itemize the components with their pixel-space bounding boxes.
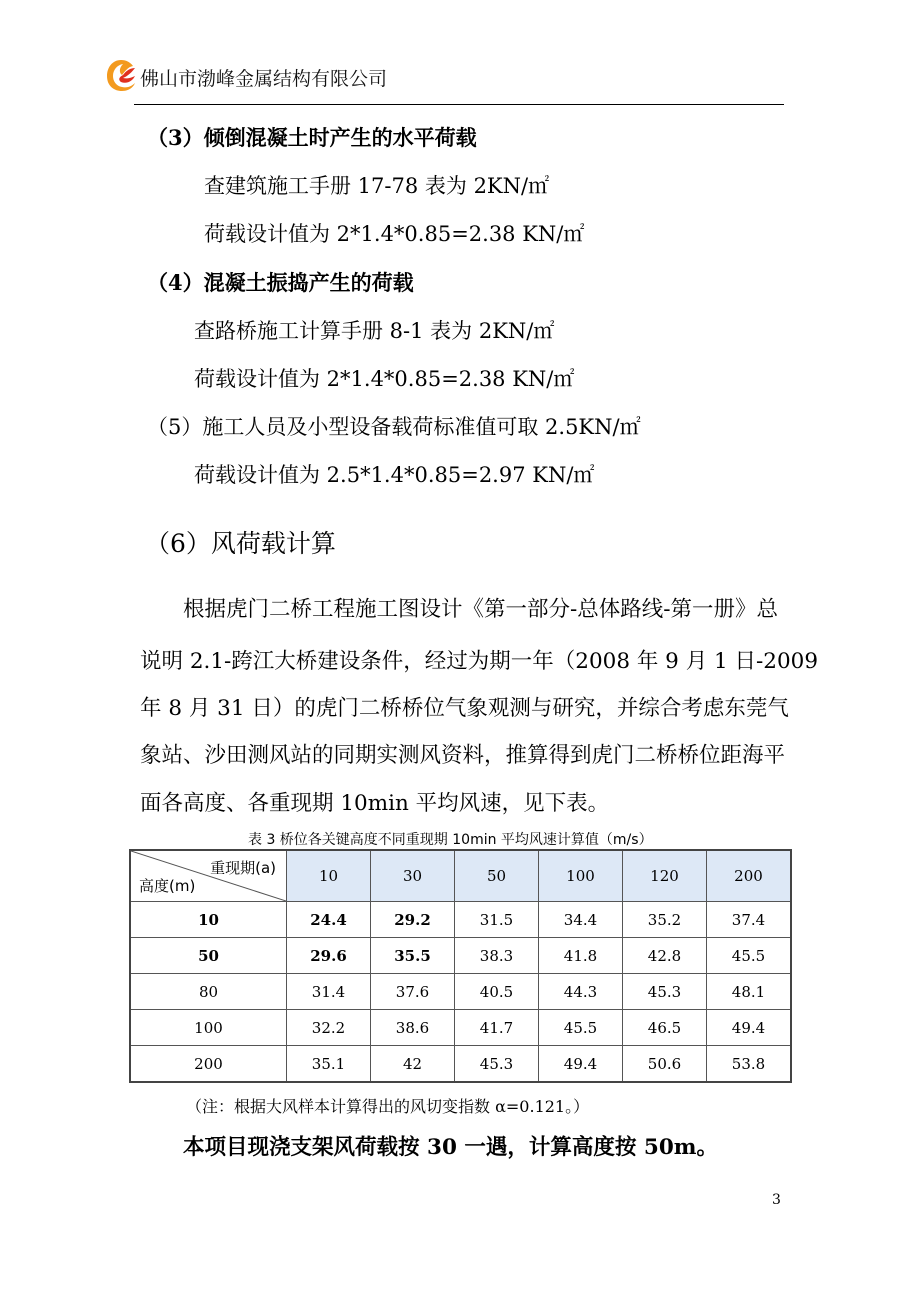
table-cell: 41.7 [455,1010,539,1046]
section-3-title: （3）倾倒混凝土时产生的水平荷载 [147,125,477,150]
table-cell: 48.1 [707,974,792,1010]
company-name: 佛山市渤峰金属结构有限公司 [140,68,388,90]
column-header: 100 [539,850,623,902]
row-height-label: 200 [130,1046,287,1083]
table-cell: 29.6 [287,938,371,974]
section-4-title: （4）混凝土振捣产生的荷载 [147,270,414,295]
row-height-label: 50 [130,938,287,974]
section-5-line-1: 荷载设计值为 2.5*1.4*0.85=2.97 KN/㎡ [194,463,595,487]
column-header: 120 [623,850,707,902]
column-header: 30 [371,850,455,902]
wind-speed-table [129,849,792,1083]
paragraph-line-3: 年 8 月 31 日）的虎门二桥桥位气象观测与研究，并综合考虑东莞气 [140,696,789,721]
table-row [130,1010,791,1046]
paragraph-line-5: 面各高度、各重现期 10min 平均风速，见下表。 [140,791,610,816]
table-cell: 45.5 [707,938,792,974]
table-cell: 41.8 [539,938,623,974]
section-3-line-2: 荷载设计值为 2*1.4*0.85=2.38 KN/㎡ [204,222,585,246]
table-row [130,974,791,1010]
table-cell: 46.5 [623,1010,707,1046]
section-3-line-1: 查建筑施工手册 17-78 表为 2KN/㎡ [204,174,550,198]
row-height-label: 100 [130,1010,287,1046]
table-cell: 40.5 [455,974,539,1010]
row-height-label: 10 [130,902,287,938]
row-height-label: 80 [130,974,287,1010]
table-cell: 29.2 [371,902,455,938]
table-header-row [130,850,791,902]
paragraph-line-4: 象站、沙田测风站的同期实测风资料，推算得到虎门二桥桥位距海平 [140,743,786,768]
company-logo [104,56,138,94]
page-number: 3 [772,1192,781,1208]
table-row [130,902,791,938]
section-5-title: （5）施工人员及小型设备载荷标准值可取 2.5KN/㎡ [147,415,641,439]
table-cell: 44.3 [539,974,623,1010]
table-cell: 49.4 [539,1046,623,1083]
table-row [130,938,791,974]
column-header: 10 [287,850,371,902]
table-cell: 31.5 [455,902,539,938]
conclusion-text: 本项目现浇支架风荷载按 30 一遇，计算高度按 50m。 [183,1135,719,1160]
section-4-line-2: 荷载设计值为 2*1.4*0.85=2.38 KN/㎡ [194,367,575,391]
table-corner-cell [130,850,287,902]
section-6-title: （6）风荷载计算 [145,529,336,558]
table-cell: 45.3 [623,974,707,1010]
table-row [130,1046,791,1083]
column-header: 50 [455,850,539,902]
table-cell: 45.3 [455,1046,539,1083]
table-cell: 42 [371,1046,455,1083]
table-cell: 42.8 [623,938,707,974]
table-cell: 35.2 [623,902,707,938]
corner-label-period: 重现期(a) [210,859,276,877]
table-cell: 38.3 [455,938,539,974]
section-4-line-1: 查路桥施工计算手册 8-1 表为 2KN/㎡ [194,319,555,343]
table-cell: 50.6 [623,1046,707,1083]
table-cell: 37.4 [707,902,792,938]
table-cell: 38.6 [371,1010,455,1046]
corner-label-height: 高度(m) [139,877,196,895]
column-header: 200 [707,850,792,902]
table-cell: 45.5 [539,1010,623,1046]
table-cell: 32.2 [287,1010,371,1046]
table-caption: 表 3 桥位各关键高度不同重现期 10min 平均风速计算值（m/s） [248,832,653,848]
paragraph-line-2: 说明 2.1-跨江大桥建设条件，经过为期一年（2008 年 9 月 1 日-2009 [140,649,819,674]
table-cell: 34.4 [539,902,623,938]
paragraph-line-1: 根据虎门二桥工程施工图设计《第一部分-总体路线-第一册》总 [183,597,779,622]
table-cell: 35.1 [287,1046,371,1083]
table-cell: 35.5 [371,938,455,974]
table-cell: 31.4 [287,974,371,1010]
table-cell: 24.4 [287,902,371,938]
table-cell: 53.8 [707,1046,792,1083]
table-cell: 37.6 [371,974,455,1010]
table-note: （注：根据大风样本计算得出的风切变指数 α=0.121。） [186,1097,590,1116]
header-divider [134,104,784,105]
table-cell: 49.4 [707,1010,792,1046]
